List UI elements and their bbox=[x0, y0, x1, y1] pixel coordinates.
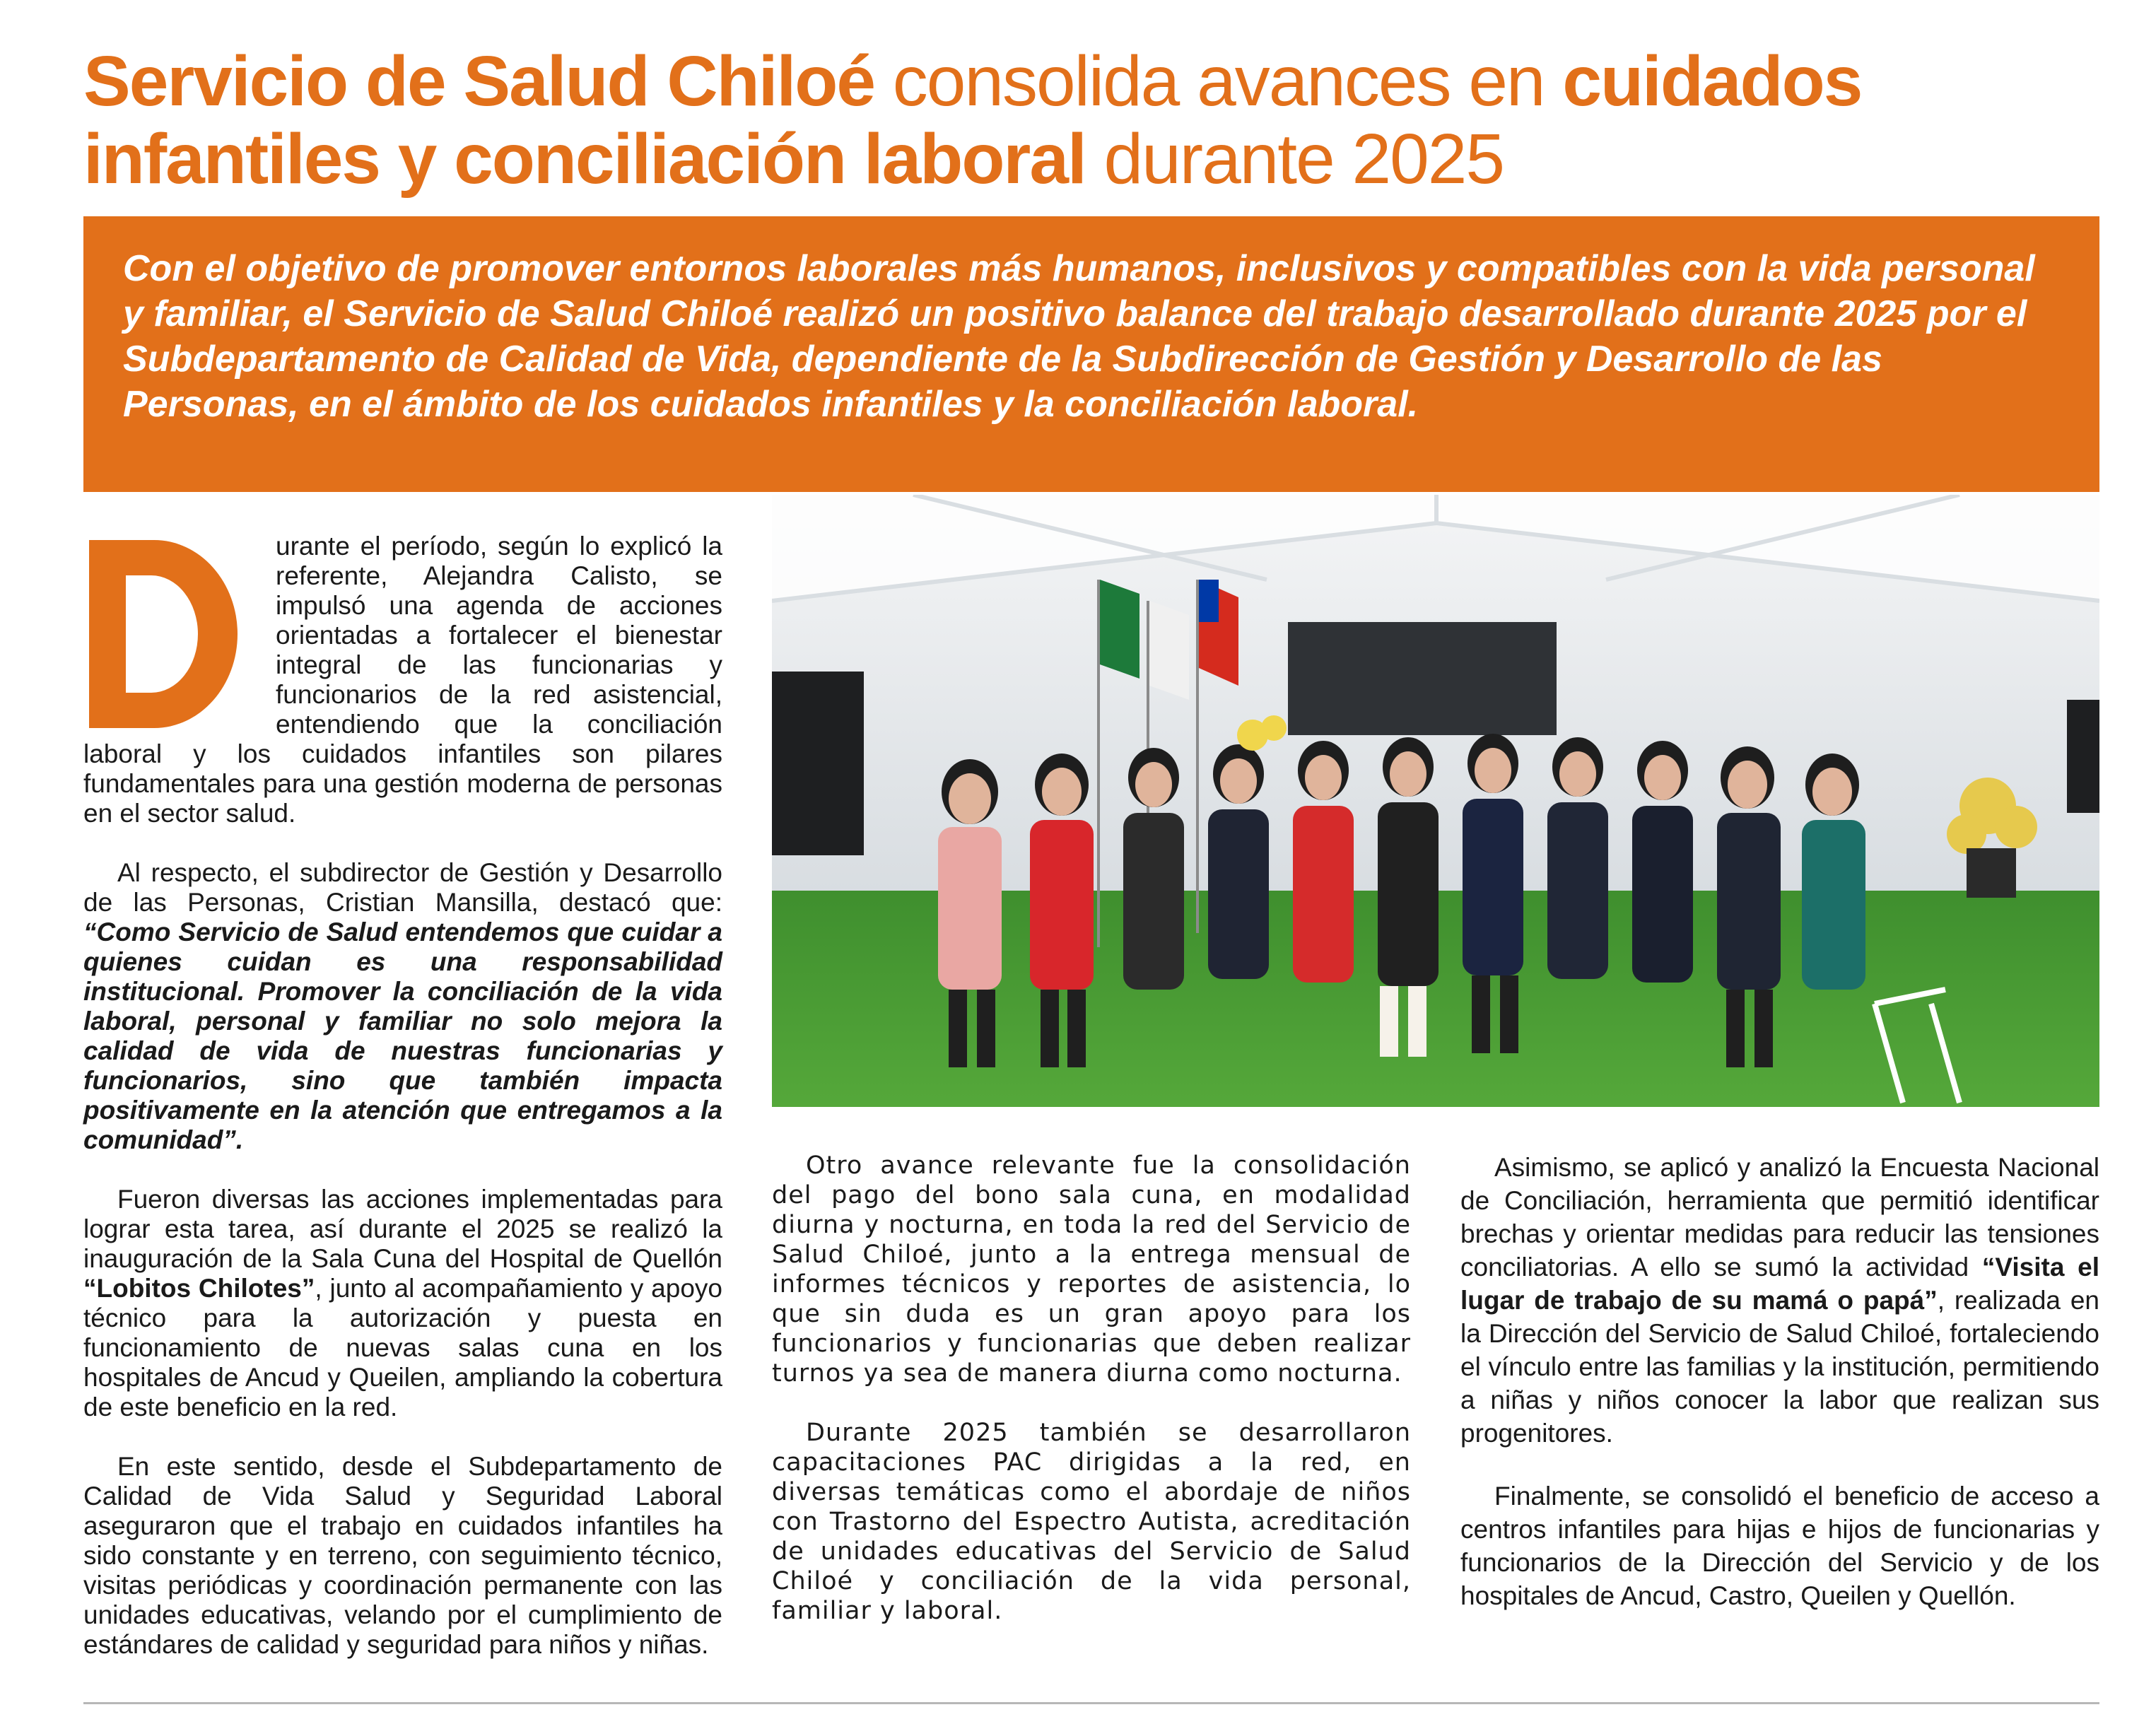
quote: “Como Servicio de Salud entendemos que cuidar a quienes cuidan es una responsabilidad institucional. Promover la conciliación de la vida laboral, personal y familiar no solo mejora la calidad de vida de nuestras funcionarias y funcionarios, sino que también impacta positivamente en la atención que entregamos a la comunidad”. bbox=[83, 917, 722, 1154]
paragraph: En este sentido, desde el Subdepartamento de Calidad de Vida Salud y Seguridad Laboral aseguraron que el trabajo en cuidados infantiles ha sido constante y en terreno, con seguimiento técnico, visitas periódicas y coordinación permanente con las unidades educativas, velando por el cumplimiento de estándares de calidad y seguridad para niños y niñas. bbox=[83, 1452, 722, 1659]
paragraph bbox=[83, 1185, 722, 1422]
text-run: Asimismo, se aplicó y analizó la Encuesta Nacional de Conciliación, herramienta que permitió identificar brechas y orientar medidas para reducir las tensiones conciliatorias. A ello se sumó la actividad bbox=[1460, 1153, 2099, 1282]
drop-cap bbox=[83, 532, 260, 737]
bold-text: “Visita el lugar de trabajo de su mamá o papá” bbox=[1460, 1253, 2099, 1315]
headline-part-4: durante 2025 bbox=[1085, 119, 1504, 199]
headline-part-2: consolida avances en bbox=[874, 42, 1563, 121]
headline-part-3: cuidados infantiles y conciliación laboral bbox=[83, 42, 1862, 199]
headline-part-1: Servicio de Salud Chiloé bbox=[83, 42, 874, 121]
paragraph: Finalmente, se consolidó el beneficio de acceso a centros infantiles para hijas e hijos de funcionarias y funcionarios de la Dirección del Servicio y de los hospitales de Ancud, Castro, Queilen y Quellón. bbox=[1460, 1482, 2099, 1610]
paragraph bbox=[83, 858, 722, 1155]
lead-paragraph: Con el objetivo de promover entornos laborales más humanos, inclusivos y compatibles con la vida personal y familiar, el Servicio de Salud Chiloé realizó un positivo balance del trabajo desarrollado durante 2025 por el Subdepartamento de Calidad de Vida, dependiente de la Subdirección de Gestión y Desarrollo de las Personas, en el ámbito de los cuidados infantiles y la conciliación laboral. bbox=[83, 216, 2099, 492]
event-photo bbox=[772, 495, 2099, 1107]
bottom-rule bbox=[83, 1702, 2099, 1704]
paragraph: Otro avance relevante fue la consolidación del pago del bono sala cuna, en modalidad diurna y nocturna, en toda la red del Servicio de Salud Chiloé, junto a la entrega mensual de informes técnicos y reportes de asistencia, lo que sin duda es un gran apoyo para los funcionarios y funcionarias que deben realizar turnos ya sea de manera diurna como nocturna. bbox=[772, 1151, 1411, 1388]
text-run: Fueron diversas las acciones implementadas para lograr esta tarea, así durante el 2025 se realizó la inauguración de la Sala Cuna del Hospital de Quellón bbox=[83, 1185, 722, 1273]
article-column-2 bbox=[772, 1151, 1411, 1655]
article-column-3 bbox=[1460, 1151, 2099, 1642]
text-run: , junto al acompañamiento y apoyo técnico para la autorización y puesta en funcionamiento de nuevas salas cuna en los hospitales de Ancud y Queilen, ampliando la cobertura de este beneficio en la red. bbox=[83, 1274, 722, 1421]
paragraph: urante el período, según lo explicó la referente, Alejandra Calisto, se impulsó una agenda de acciones orientadas a fortalecer el bienestar integral de las funcionarias y funcionarios de la red asistencial, entendiendo que la conciliación laboral y los cuidados infantiles son pilares fundamentales para una gestión moderna de personas en el sector salud. bbox=[83, 532, 722, 828]
paragraph: Durante 2025 también se desarrollaron capacitaciones PAC dirigidas a la red, en diversas temáticas como el abordaje de niños con Trastorno del Espectro Autista, acreditación de unidades educativas del Servicio de Salud Chiloé y conciliación de la vida personal, familiar y laboral. bbox=[772, 1419, 1411, 1625]
headline bbox=[83, 42, 2119, 198]
paragraph bbox=[1460, 1151, 2099, 1450]
bold-text: “Lobitos Chilotes” bbox=[83, 1274, 315, 1303]
article-column-1 bbox=[83, 532, 722, 1689]
text-run: , realizada en la Dirección del Servicio de Salud Chiloé, fortaleciendo el vínculo entre las familias y la institución, permitiendo a niñas y niños conocer la labor que realizan sus progenitores. bbox=[1460, 1286, 2099, 1448]
paragraph-intro: Al respecto, el subdirector de Gestión y Desarrollo de las Personas, Cristian Mansilla, destacó que: bbox=[83, 858, 722, 917]
